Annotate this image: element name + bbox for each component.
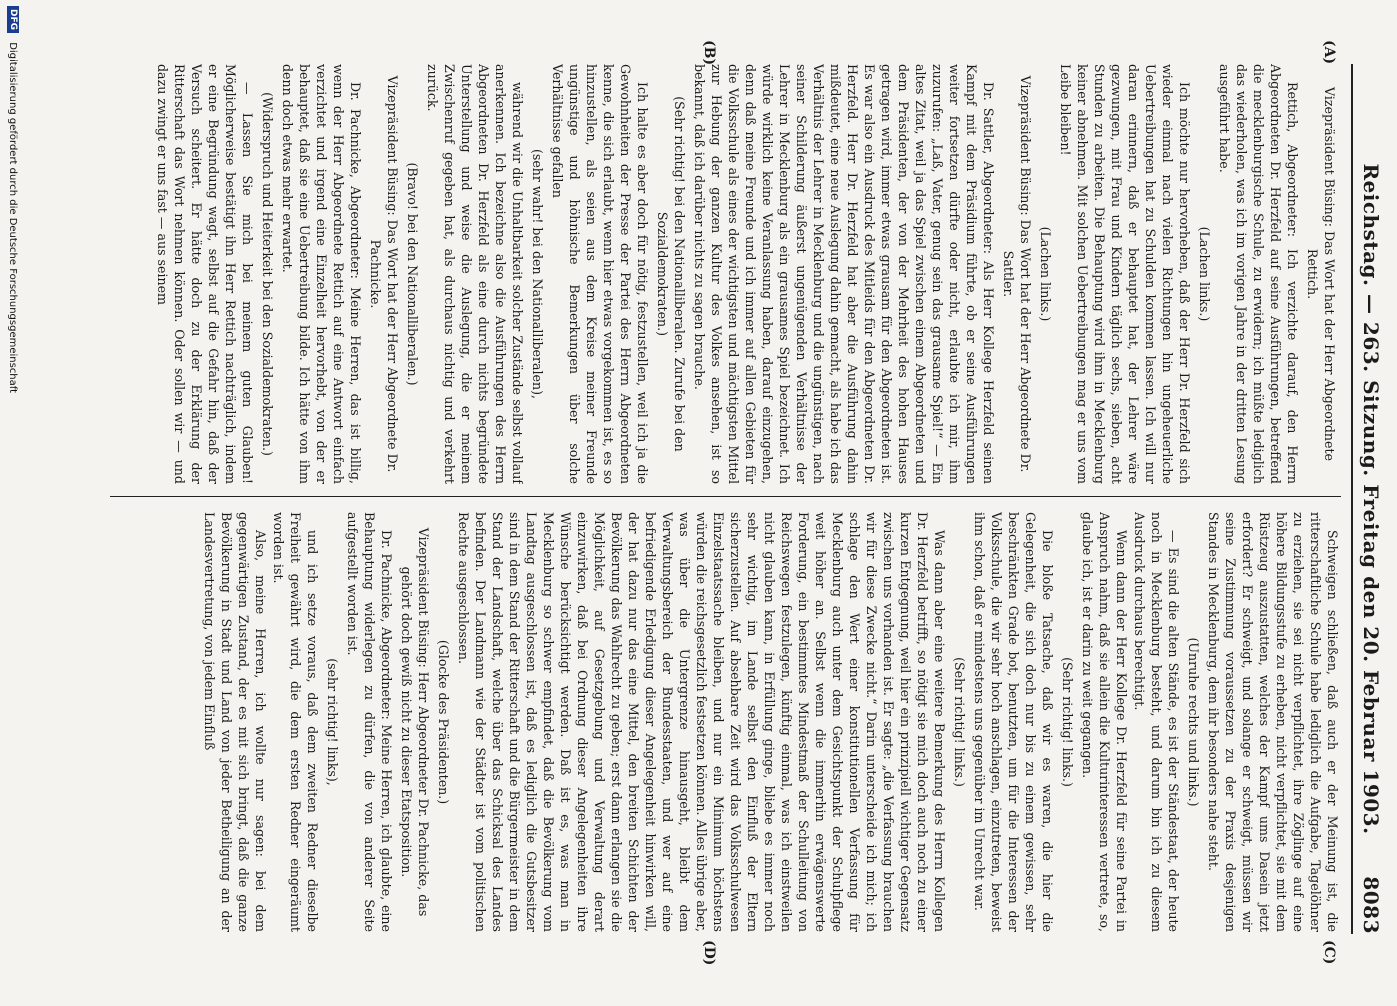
left-text-column [110,64,1341,484]
interjection: (Lachen links.) [1197,226,1212,322]
paragraph: Also, meine Herren, ich wollte nur sagen: bei dem gegenwärtigen Zustand, der es mit sich bringt, daß die ganze Bevölkerung in Stadt und Land von jeder Betheiligung an der Landesvertretung, von jedem Einfluß [202,512,268,932]
paragraph: Rettich, Abgeordneter: Ich verzichte darauf, den Herrn Abgeordneten Dr. Herzfeld auf seine Ausführungen, betreffend die mecklenburgische Schule, zu erwidern; ich müßte lediglich das wiederholen, was ich im vorigen Jahre in der dritten Lesung ausgeführt habe. [1217,64,1300,484]
column-divider [110,496,1341,497]
interjection: (sehr wahr! bei den Nationalliberalen), [530,148,545,400]
interjection: (Sehr richtig! links.) [1060,657,1075,787]
paragraph: — Lassen Sie mich bei meinem guten Glauben! Möglicherweise bestätigt ihn Herr Rettich nachträglich, indem er eine Begründung wagt, selbst auf die Gefahr hin, daß der Versuch scheitert. Er hätte doch zu der Erklärung der Ritterschaft das Wort nehmen können. Oder sollen wir — und dazu zwingt er uns fast — aus seinem [155,64,255,484]
interjection: (Widerspruch und Heiterkeit bei den Sozialdemokraten.) [260,92,275,456]
paragraph: Was dann aber eine weitere Bemerkung des Herrn Kollegen Dr. Herzfeld betrifft, so nötigt sie mich doch auch noch zu einer kurzen Entgegnung, weil hier ein prinzipiell wichtiger Gegensatz zwischen uns vorhanden ist. Er sagte: „die Verfassung brauchen wir für diese Zwecke nicht.“ Darin unterscheide ich mich; ich schlage den Wert einer konstitutionellen Verfassung für Mecklenburg auch unter dem Gesichtspunkt der Schulpflege weit höher an. Selbst wenn die immerhin erwägenswerte Forderung, ein bestimmtes Mindestmaß der Schulleitung von Reichswegen festzulegen, künftig einmal, was ich einstweilen nicht glauben kann, in Erfüllung ginge, bliebe es immer noch sehr wichtig, im Lande selbst den Einfluß der Eltern sicherzustellen. Auf absehbare Zeit wird das Volksschulwesen Einzelstaatssache bleiben, und nur ein Minimum höchstens würden die reichsgesetzlich festsetzen können. Alles übrige aber, was über die Untergrenze hinausgeht, bleibt dem Verwaltungsbereich der Bundesstaaten, und wer auf eine befriedigende Erledigung dieser Angelegenheit hinwirken will, der hat dazu nur das eine Mittel, den breiten Schichten der Bevölkerung das Wahlrecht zu geben; erst dann erlangen sie die Möglichkeit, auf Gesetzgebung und Verwaltung derart einzuwirken, daß bei Ordnung dieser Angelegenheiten ihre Wünsche berücksichtigt werden. Daß ist es, was man in Mecklenburg so schwer empfindet, daß die Bevölkerung vom Landtag ausgeschlossen ist, daß es lediglich die Gutsbesitzer sind in dem Stand der Ritterschaft und die Bürgermeister in dem Stand der Landschaft, welche über das Schicksal des Landes befinden. Der Landmann wie der Städter ist vom politischen Rechte ausgeschlossen. [456,512,947,932]
running-head: Reichstag. — 263. Sitzung. Freitag den 20. Februar 1903. [1359,163,1383,835]
margin-marker-c: (C) [1321,940,1337,965]
paragraph: Die bloße Tatsache, daß wir es waren, die hier die Gelegenheit, die sich doch nur bis zu einem gewissen, sehr beschränkten Grade bot, benutzten, um für die Interessen der Volksschule, die wir sehr hoch anschlagen, einzutreten, beweist ihm schon, daß er mindestens uns gegenüber im Unrecht war. [972,512,1055,932]
interjection: Vizepräsident Büsing: Herr Abgeordneter Dr. Pachnicke, das gehört doch gewiß nicht zu dieser Etatsposition. [399,527,431,917]
paragraph: Wenn dann der Herr Kollege Dr. Herzfeld für seine Partei in Anspruch nahm, daß sie allein die Kulturinteressen vertrete, so, glaube ich, ist er darin zu weit gegangen. [1080,512,1129,932]
margin-marker-b: (B) [701,40,717,66]
interjection: (sehr richtig! links), [325,658,340,786]
right-text-column [110,512,1341,932]
paragraph: und ich setze voraus, daß dem zweiten Redner dieselbe Freiheit gewährt wird, die dem ersten Redner eingeräumt worden ist. [271,512,320,932]
interjection: Vizepräsident Büsing: Das Wort hat der Herr Abgeordnete Dr. Pachnicke. [368,75,400,473]
paragraph: Dr. Sattler, Abgeordneter: Als Herr Kollege Herzfeld seinen Kampf mit dem Präsidium führte, ob er seine Ausführungen weiter fortsetzen dürfte oder nicht, erlaubte ich mir, ihm zuzurufen: „Laß, Vater, genug sein das grausame Spiel!“ — Ein altes Zitat, weil ja das Spiel zwischen einem Abgeordneten und dem Präsidenten, der von der Mehrheit des hohen Hauses getragen wird, immer etwas grausam für den Abgeordneten ist. Es war also ein Ausdruck des Mitleids für den Abgeordneten Dr. Herzfeld. Herr Dr. Herzfeld hat aber die Ausführung dahin mißdeutet, eine neue Auslegung dahin gemacht, als habe ich das Verhältnis der Lehrer in Mecklenburg und die ungünstigen, nach seiner Schilderung äußerst ungenügenden Verhältnisse der Lehrer in Mecklenburg als ein grausames Spiel bezeichnet. Ich würde wirklich keine Veranlassung haben, darauf einzugehen, denn daß meine Freunde und ich immer auf allen Gebieten für die Volksschule als eines der wichtigsten und mächtigsten Mittel zur Hebung der ganzen Kultur des Volkes ansehen, ist so bekannt, daß ich darüber nichts zu sagen brauche. [692,64,996,484]
dfg-logo: DFG [7,6,19,33]
margin-marker-d: (D) [701,940,717,966]
page-number: 8083 [1359,876,1383,934]
interjection: Vizepräsident Büsing: Das Wort hat der Herr Abgeordnete Rettich. [1305,87,1337,461]
paragraph: Dr. Pachnicke, Abgeordneter: Meine Herren, ich glaubte, eine Behauptung widerlegen zu dürfen, die von anderer Seite aufgestellt worden ist. [345,512,394,932]
paragraph: Ich möchte nur hervorheben, daß der Herr Dr. Herzfeld sich wieder einmal nach vielen Richtungen hin ungeheuerliche Uebertreibungen hat zu Schulden kommen lassen. Ich will nur daran erinnern, daß er behauptet hat, der Lehrer wäre gezwungen, mit Frau und Kindern täglich sechs, sieben, acht Stunden zu arbeiten. Die Behauptung wird ihm in Mecklenburg keiner abnehmen. Mit solchen Uebertreibungen mag er uns vom Leibe bleiben! [1058,64,1192,484]
page-footer [3,0,21,1006]
interjection: (Sehr richtig! bei den Nationalliberalen. Zurufe bei den Sozialdemokraten.) [655,96,687,452]
interjection: (Unruhe rechts und links.) [1186,637,1201,807]
interjection: (Lachen links.) [1038,226,1053,322]
paragraph: während wir die Unhaltbarkeit solcher Zustände selbst vollauf anerkennen. Ich bezeichne also die Ausführungen des Herrn Abgeordneten Dr. Herzfeld als eine durch nichts begründete Unterstellung und weise die Auslegung, die er meinem Zwischenruf gegeben hat, als durchaus nichtig und verkehrt zurück. [425,64,525,484]
margin-marker-a: (A) [1321,40,1337,65]
interjection: (Bravo! bei den Nationalliberalen.) [405,162,420,386]
interjection: (Glocke des Präsidenten.) [436,639,451,805]
interjection: Vizepräsident Büsing: Das Wort hat der Herr Abgeordnete Dr. Sattler. [1001,75,1033,473]
paragraph: Dr. Pachnicke, Abgeordneter: Meine Herren, das ist billig, wenn der Herr Abgeordnete Rettich auf eine Antwort einfach verzichtet und irgend eine Einzelheit hervorhebt, von der er behauptet, daß sie eine Uebertreibung bilde. Ich hätte von ihm denn doch etwas mehr erwartet. [280,64,363,484]
paragraph: Ich halte es aber doch für nötig, festzustellen, weil ich ja die Gewohnheiten der Presse der Partei des Herrn Abgeordneten kenne, die sich erlaubt, wenn hier etwas vorgekommen ist, es so hinzustellen, als seien aus dem Kreise meiner Freunde ungünstige und höhnische Bemerkungen über solche Verhältnisse gefallen [550,64,650,484]
paragraph: Schweigen schließen, daß auch er der Meinung ist, die ritterschaftliche Schule habe lediglich die Aufgabe, Tagelöhner zu erziehen, sie sei nicht verpflichtet, ihre Zöglinge auf eine höhere Bildungsstufe zu erheben, nicht verpflichtet, sie mit dem Rüstzeug auszustatten, welches der Kampf ums Dasein jetzt erfordert? Er schweigt, und solange er schweigt, müssen wir seine Zustimmung voraussetzen zu der Praxis desjenigen Standes in Mecklenburg, dem ihr besonders nahe steht. [1206,512,1340,932]
page-header [1351,64,1389,934]
paragraph: — Es sind die alten Stände, es ist der Ständestaat, der heute noch in Mecklenburg besteht, und darum bin ich zu diesem Ausdruck durchaus berechtigt. [1132,512,1181,932]
interjection: (Sehr richtig! links.) [952,657,967,787]
footer-credit: Digitalisierung gefördert durch die Deutsche Forschungsgemeinschaft [7,42,18,394]
